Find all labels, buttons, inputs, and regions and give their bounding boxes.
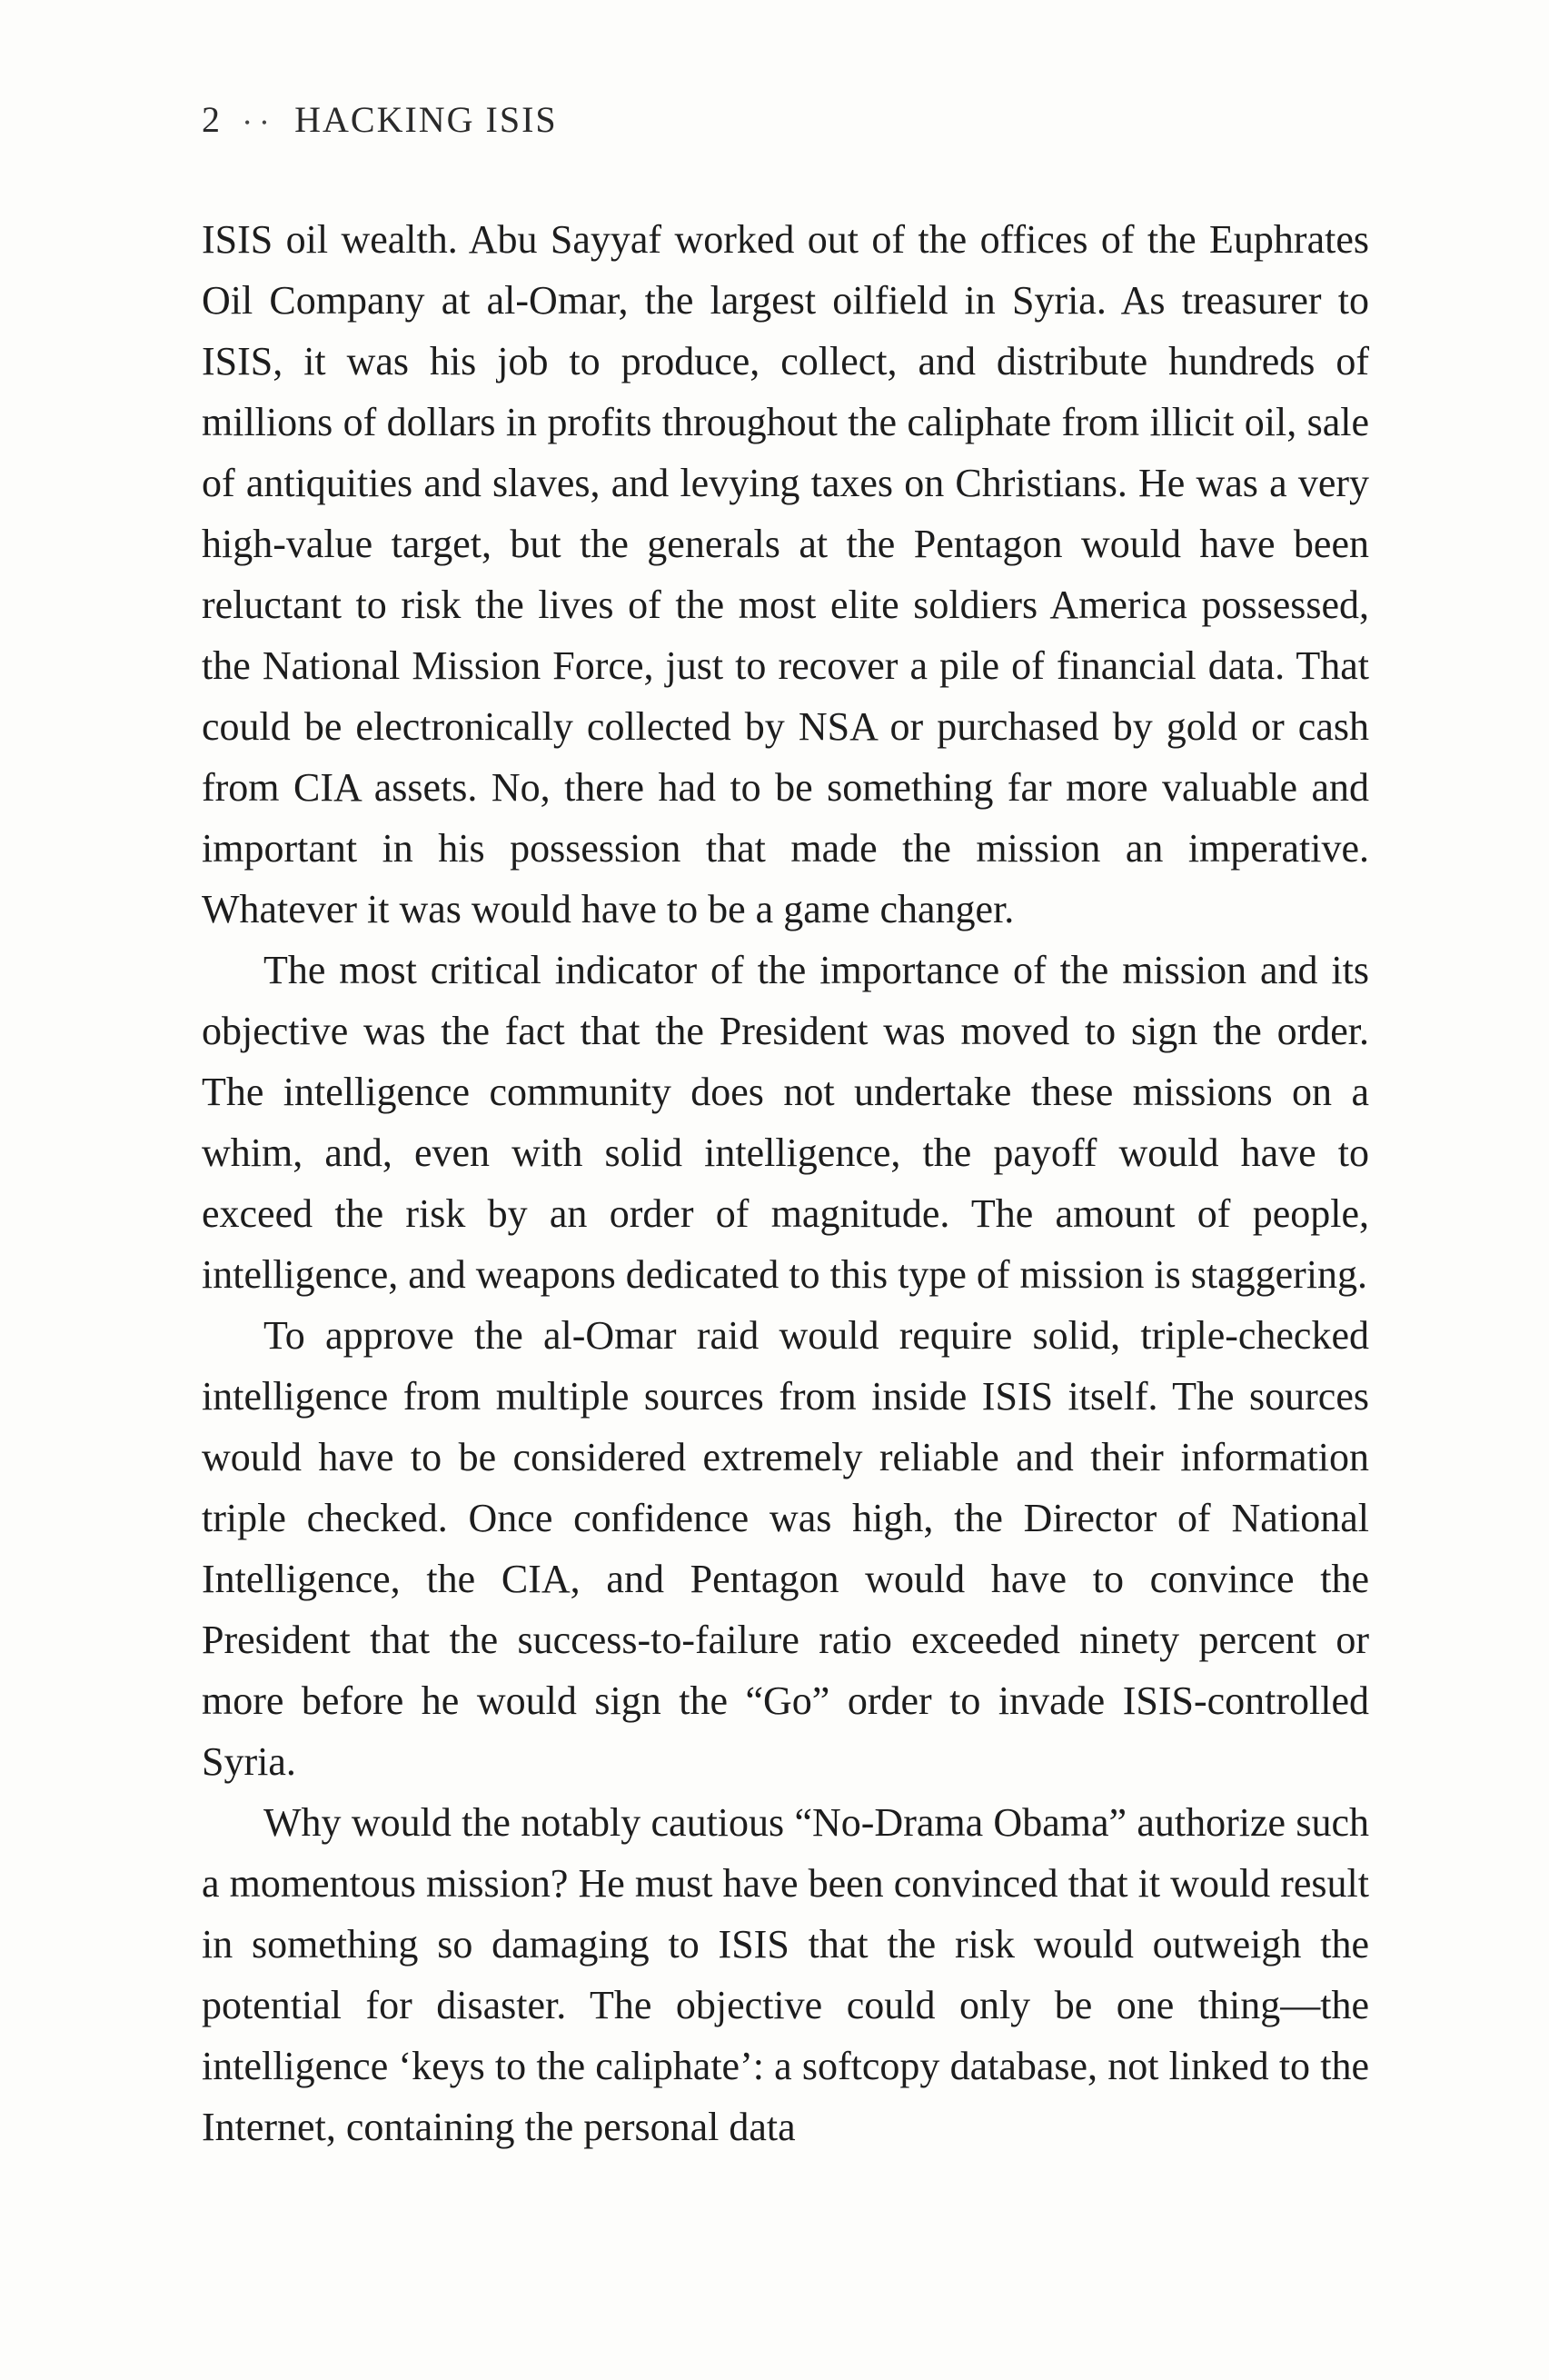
paragraph-4: Why would the notably cautious “No-Drama Obama” authorize such a momentous mission? He must have been convinced that it would result in something so damaging to ISIS that the risk would outweigh the potential for disaster. The objective could only be one thing—the intelligence ‘keys to the caliphate’: a softcopy database, not linked to the Internet, containing the personal data: [202, 1800, 1369, 2149]
body-text: [202, 209, 1369, 2157]
paragraph-1: ISIS oil wealth. Abu Sayyaf worked out of the offices of the Euphrates Oil Company at al-Omar, the largest oilfield in Syria. As treasurer to ISIS, it was his job to produce, collect, and distribute hundreds of millions of dollars in profits throughout the caliphate from illicit oil, sale of antiquities and slaves, and levying taxes on Christians. He was a very high-value target, but the generals at the Pentagon would have been reluctant to risk the lives of the most elite soldiers America possessed, the National Mission Force, just to recover a pile of financial data. That could be electronically collected by NSA or purchased by gold or cash from CIA assets. No, there had to be something far more valuable and important in his possession that made the mission an imperative. Whatever it was would have to be a game changer.: [202, 217, 1369, 931]
header-separator: • •: [244, 114, 272, 133]
paragraph-3: To approve the al-Omar raid would require solid, triple-checked intelligence from multiple sources from inside ISIS itself. The sources would have to be considered extremely reliable and their information triple checked. Once confidence was high, the Director of National Intelligence, the CIA, and Pentagon would have to convince the President that the success-to-failure ratio exceeded ninety percent or more before he would sign the “Go” order to invade ISIS-controlled Syria.: [202, 1313, 1369, 1784]
running-head: [202, 98, 558, 141]
page-number: 2: [202, 99, 221, 140]
running-title: HACKING ISIS: [294, 99, 558, 140]
paragraph-2: The most critical indicator of the importance of the mission and its objective was the fact that the President was moved to sign the order. The intelligence community does not undertake these missions on a whim, and, even with solid intelligence, the payoff would have to exceed the risk by an order of magnitude. The amount of people, intelligence, and weapons dedicated to this type of mission is staggering.: [202, 948, 1369, 1297]
